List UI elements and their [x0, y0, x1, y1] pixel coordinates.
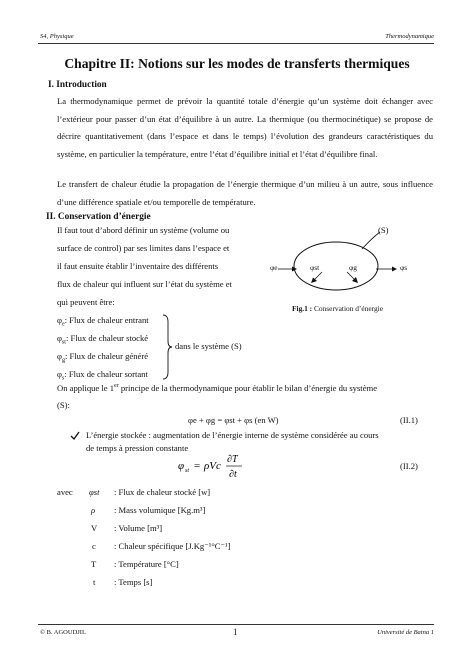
conservation-line: qui peuvent être:	[57, 297, 115, 307]
principle-text: On applique le 1er principe de la thermodynamique pour établir le bilan d’énergie du système	[57, 383, 378, 393]
def-symbol: V	[91, 523, 98, 533]
svg-text:∂T: ∂T	[227, 454, 238, 465]
equation-1-number: (II.1)	[400, 415, 418, 425]
flux-item-entrant: $\varphi_e$: Flux de chaleur entrant	[57, 315, 149, 328]
def-text: : Temps [s]	[114, 577, 153, 587]
principle-text-end: (S):	[57, 400, 70, 410]
def-symbol: T	[91, 559, 97, 569]
curly-brace	[162, 314, 172, 380]
flux-item-genere: $\varphi_g$: Flux de chaleur généré	[57, 351, 149, 364]
stored-energy-text-cont: de temps à pression constante	[86, 443, 189, 453]
section-heading-conservation: II. Conservation d’énergie	[46, 212, 151, 222]
conservation-line: surface de control) par ses limites dans l’espace et	[57, 243, 230, 253]
page-number: 1	[233, 627, 238, 637]
svg-text:ρVc: ρVc	[204, 460, 221, 472]
flux-item-stocke: $\varphi_{st}$: Flux de chaleur stocké	[57, 333, 149, 346]
diagram-phi-st: φst	[310, 263, 320, 272]
def-symbol: φst	[89, 487, 100, 497]
diagram-phi-g: φg	[349, 263, 357, 272]
def-text: : Volume [m³]	[114, 523, 163, 533]
def-text: : Mass volumique [Kg.m³]	[114, 505, 206, 515]
stored-energy-text: L’énergie stockée : augmentation de l’énergie interne de système considérée au cours	[86, 430, 379, 440]
flux-item-sortant: $\varphi_s$: Flux de chaleur sortant	[57, 369, 148, 382]
header-rule	[38, 43, 434, 44]
footer-author: © B. AGOUDJIL	[40, 629, 86, 636]
diagram-phi-e: φe	[270, 263, 278, 272]
intro-paragraph-1: La thermodynamique permet de prévoir la quantité totale d’énergie qu’un système doit échanger avec l’extérieur pour passer d’un état d’équilibre à un autre. La thermique (ou thermocinétique) se propose de décrire quantitativement (dans l’espace et dans le temps) l’évolution des grandeurs caractéristiques du système, en particulier la température, entre l’état d’équilibre initial et l’état d’équilibre final.	[57, 96, 433, 159]
footer-rule	[38, 624, 434, 625]
conservation-line: il faut ensuite établir l’inventaire des différents	[57, 261, 219, 271]
equation-1: φe + φg = φst + φs (en W)	[188, 415, 279, 425]
header-left: S4, Physique	[40, 33, 74, 40]
svg-text:φ: φ	[178, 460, 185, 472]
svg-text:∂t: ∂t	[229, 469, 237, 480]
def-symbol: ρ	[91, 505, 96, 515]
def-text: : Température [°C]	[114, 559, 179, 569]
svg-text:st: st	[185, 468, 190, 474]
diagram-phi-s: φs	[400, 263, 408, 272]
def-symbol: t	[93, 577, 96, 587]
footer-university: Université de Batna 1	[377, 629, 434, 636]
avec-label: avec	[57, 487, 73, 497]
def-text: : Flux de chaleur stocké [w]	[114, 487, 211, 497]
conservation-line: flux de chaleur qui influent sur l’état du système et	[57, 279, 232, 289]
check-icon	[70, 431, 80, 441]
equation-2-formula	[176, 452, 266, 482]
brace-label: dans le système (S)	[175, 341, 242, 351]
figure-caption: Fig.1 : Conservation d’énergie	[292, 304, 383, 313]
equation-2-number: (II.2)	[400, 461, 418, 471]
chapter-title: Chapitre II: Notions sur les modes de transferts thermiques	[64, 56, 410, 71]
svg-text:=: =	[194, 460, 201, 472]
intro-paragraph-2: Le transfert de chaleur étudie la propagation de l’énergie thermique d’un milieu à un autre, sous influence d’une différence spatiale et/ou temporelle de température.	[57, 179, 433, 207]
def-text: : Chaleur spécifique [J.Kg⁻¹°C⁻¹]	[114, 541, 231, 551]
conservation-line: Il faut tout d’abord définir un système (volume ou	[57, 225, 230, 235]
def-symbol: c	[92, 541, 96, 551]
section-heading-introduction: I. Introduction	[48, 80, 107, 90]
system-label: (S)	[378, 225, 389, 235]
header-right: Thermodynamique	[385, 33, 434, 40]
